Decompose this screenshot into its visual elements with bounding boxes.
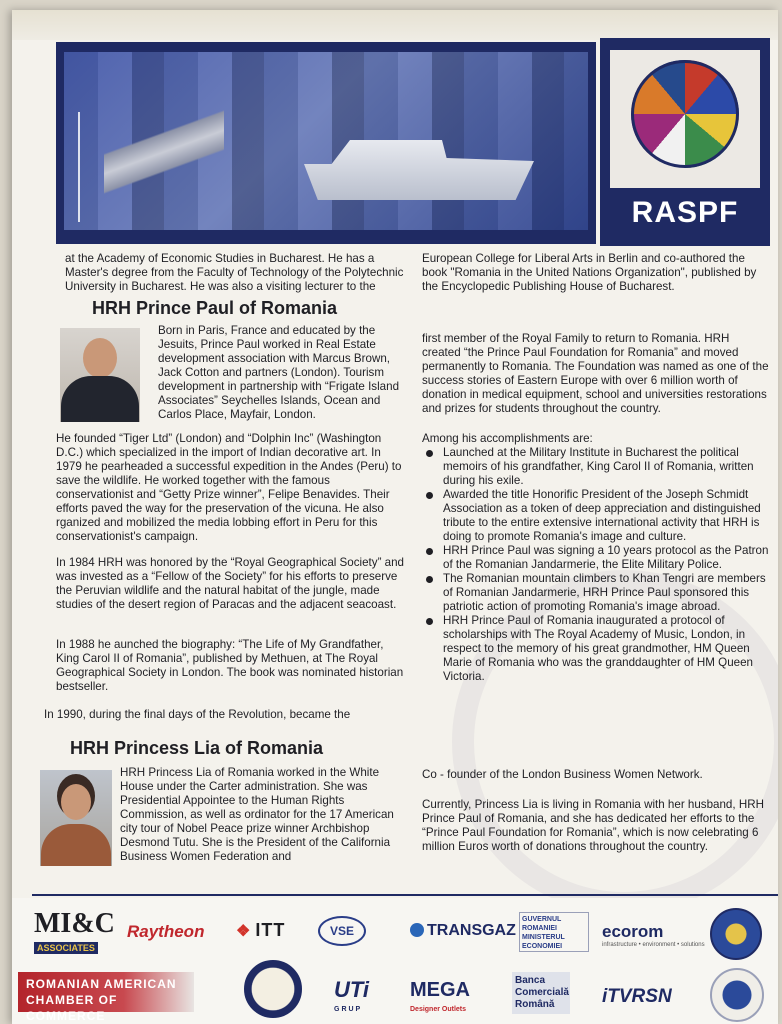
- intro-left-text: at the Academy of Economic Studies in Bucharest. He has a Master's degree from the Faculty of Technology of the Polytechnic University in Bucharest. He was also a visiting lecturer to the: [65, 252, 404, 293]
- mega-logo-sub: Designer Outlets: [410, 1006, 467, 1013]
- guvernul-romaniei-logo: GUVERNUL ROMANIEI MINISTERUL ECONOMIEI: [519, 912, 589, 952]
- accomplishment-item: Launched at the Military Institute in Bucharest the political memoirs of his grandfather, King Carol II of Romania, written during his exile.: [422, 446, 774, 488]
- ecorom-logo: [602, 922, 705, 948]
- banner-collage-image: [64, 52, 588, 230]
- mega-logo-text: MEGA: [410, 979, 470, 1001]
- mic-logo-text: MI&C: [34, 908, 115, 939]
- princess-bio-p1: HRH Princess Lia of Romania worked in the White House under the Carter administration. She was Presidential Appointee to the Human Rights Commission, as well as ordinator for the 17 American city tour of Nobel Peace prize winner Archbishop Desmond Tutu. She is the President of the California Business Women Federation and: [120, 766, 394, 863]
- prince-bio-p3: In 1984 HRH was honored by the “Royal Geographical Society” and was invested as a “Fellow of the Society” for his efforts to preserve the Peruvian wildlife and the natural habitat of the jungle, made studies of the desert region of Paracas and the adjacent seacoast.: [56, 556, 405, 611]
- romanian-american-chamber-logo: ROMANIAN AMERICAN CHAMBER OF COMMERCE: [18, 972, 194, 1012]
- sponsor-divider: [32, 894, 778, 896]
- itvrsn-logo: iTVRSN: [602, 986, 672, 1007]
- prince-bio-p1: Born in Paris, France and educated by the Jesuits, Prince Paul worked in Real Estate development association with Marcus Brown, Jack Cotton and partners (London). Tourism development in partnership with “Frigate Island Associates” Seychelles Islands, Ocean and Carlos Place, Mayfair, London.: [158, 324, 400, 421]
- accomplishment-item: The Romanian mountain climbers to Khan Tengri are members of Romanian Jandarmerie, HRH Prince Paul sponsored this patriotic action of promoting Romania's image abroad.: [422, 572, 774, 614]
- portrait-jacket: [41, 824, 111, 866]
- uti-grup-logo: [334, 977, 370, 1020]
- accomplishments-list: [422, 446, 774, 684]
- logo-inner-panel: [610, 50, 760, 188]
- itt-logo-text: ITT: [255, 920, 286, 940]
- logo-text: RASPF: [631, 196, 739, 229]
- princess-lia-photo: [40, 770, 112, 866]
- mega-outlets-logo: [410, 980, 470, 1020]
- banner-turbine-graphic: [78, 112, 80, 222]
- accomplishments-intro: Among his accomplishments are:: [422, 432, 593, 445]
- prince-paul-photo: [60, 328, 140, 422]
- ecorom-logo-text: ecorom: [602, 922, 664, 941]
- prince-paul-heading: HRH Prince Paul of Romania: [92, 298, 338, 318]
- itt-mark-icon: ❖: [236, 923, 252, 940]
- portrait-head: [83, 338, 117, 378]
- seal-icon: [244, 960, 302, 1018]
- princess-lia-heading: HRH Princess Lia of Romania: [70, 738, 324, 758]
- brochure-page: [12, 10, 778, 1024]
- intro-right-text: European College for Liberal Arts in Berlin and co-authored the book "Romania in the United Nations Organization", published by the Encyclopedic Publishing House of Bucharest.: [422, 252, 757, 293]
- itt-logo: [236, 920, 285, 941]
- banner-road-graphic: [104, 72, 224, 232]
- mic-logo-sub: ASSOCIATES: [34, 942, 98, 954]
- mic-associates-logo: [34, 910, 114, 956]
- uti-logo-text: UTi: [334, 977, 370, 1002]
- sponsor-logos: [12, 898, 778, 1024]
- prince-bio-p4: In 1988 he aunched the biography: “The Life of My Grandfather, King Carol II of Romania”, published by Methuen, at The Royal Geographical Society in London. The book was nominated historian bestseller.: [56, 638, 404, 693]
- coat-of-arms-icon: [710, 968, 764, 1022]
- princess-bio-right-p1: Co - founder of the London Business Women Network.: [422, 768, 703, 781]
- raspf-logo-box: [600, 38, 770, 246]
- portrait-suit: [61, 376, 139, 422]
- transgaz-logo-text: TRANSGAZ: [427, 922, 516, 939]
- header-banner: [56, 42, 596, 244]
- accomplishment-item: HRH Prince Paul was signing a 10 years protocol as the Patron of the Romanian Jandarmerie, the Elite Military Police.: [422, 544, 774, 572]
- emblem-icon: [710, 908, 762, 960]
- transgaz-mark-icon: [410, 923, 424, 937]
- uti-logo-sub: GRUP: [334, 1006, 363, 1013]
- prince-bio-right-p1: first member of the Royal Family to return to Romania. HRH created “the Prince Paul Foundation for Romania” and moved permanently to Romania. The Foundation was named as one of the success stories of Eastern Europe with over 6 million worth of donation in medical equipment, school and universities restorations and prizes for students throughout the country.: [422, 332, 769, 415]
- prince-bio-p2: He founded “Tiger Ltd” (London) and “Dolphin Inc” (Washington D.C.) which specialized in the import of Indian decorative art. In 1979 he pearheaded a successful expedition in the Andes (Peru) to save the wildlife. He worked together with the famous conservationist and “Getty Prize winner”, Felipe Benavides. Their efforts paved the way for the preservation of the vicuna. He also rganized and mobilized the media lobbing effort in Peru for this conservationist's campaign.: [56, 432, 402, 543]
- portrait-head: [61, 784, 91, 820]
- raytheon-logo: Raytheon: [127, 922, 205, 941]
- globe-icon: [631, 60, 739, 168]
- banner-ship-graphic: [304, 140, 534, 200]
- bcr-logo: Banca Comercială Română: [512, 972, 570, 1014]
- vse-logo: VSE: [318, 916, 366, 946]
- ecorom-tagline: infrastructure • environment • solutions: [602, 942, 705, 948]
- transgaz-logo: [410, 922, 516, 940]
- princess-bio-right-p2: Currently, Princess Lia is living in Romania with her husband, HRH Prince Paul of Romania, and she has dedicated her efforts to the “Prince Paul Foundation for Romania”, which is now celebrating 6 million Euros worth of donations throughout the country.: [422, 798, 764, 853]
- accomplishment-item: HRH Prince Paul of Romania inaugurated a protocol of scholarships with The Royal Academy of Music, London, in respect to the memory of his great grandmother, HM Queen Marie of Romania who was the granddaughter of HM Queen Victoria.: [422, 614, 774, 684]
- page-top-strip: [12, 10, 778, 40]
- accomplishment-item: Awarded the title Honorific President of the Joseph Schmidt Association as a token of deep appreciation and distinguished tribute to the entire extensive international activity that HRH is doing to promote Romania's image and culture.: [422, 488, 774, 544]
- prince-bio-p5: In 1990, during the final days of the Revolution, became the: [44, 708, 351, 721]
